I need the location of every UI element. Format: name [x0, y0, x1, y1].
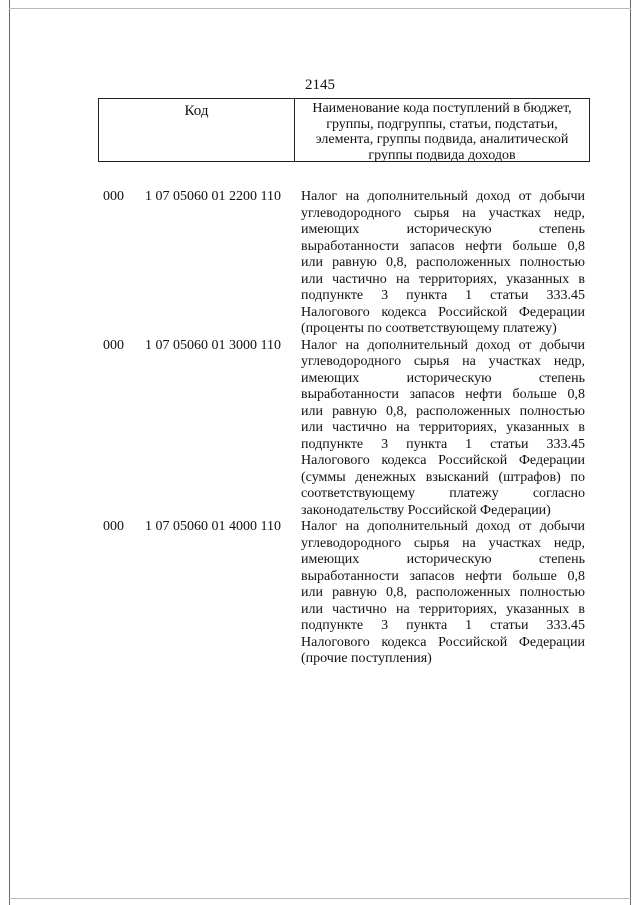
revenue-code: 1 07 05060 01 2200 110 [145, 189, 281, 204]
description-line: или частично на территориях, указанных в [301, 420, 585, 435]
description-line: соответствующему платежу согласно [301, 486, 585, 501]
scan-edge-top [9, 8, 631, 9]
revenue-code: 1 07 05060 01 4000 110 [145, 519, 281, 534]
admin-code: 000 [103, 189, 124, 204]
description-line: подпункте 3 пункта 1 статьи 333.45 [301, 618, 585, 633]
header-name-line: Наименование кода поступлений в бюджет, [312, 101, 572, 116]
description-line: или частично на территориях, указанных в [301, 271, 585, 287]
description-line: законодательству Российской Федерации) [301, 502, 551, 518]
revenue-description [301, 519, 585, 668]
description-line: или частично на территориях, указанных в [301, 601, 585, 617]
table-header [98, 98, 590, 162]
table-body [0, 189, 640, 668]
description-line: Налог на дополнительный доход от добычи [301, 519, 585, 534]
table-row [0, 519, 640, 668]
description-line: Налогового кодекса Российской Федерации [301, 304, 585, 320]
description-line: имеющих историческую степень [301, 222, 585, 237]
description-line: подпункте 3 пункта 1 статьи 333.45 [301, 436, 585, 452]
description-line: имеющих историческую степень [301, 552, 585, 567]
header-name-line: элемента, группы подвида, аналитической [315, 132, 569, 147]
scan-edge-bottom [9, 898, 631, 899]
description-line: (прочие поступления) [301, 651, 432, 666]
table-row [0, 338, 640, 520]
description-line: углеводородного сырья на участках недр, [301, 205, 585, 221]
description-line: углеводородного сырья на участках недр, [301, 535, 585, 551]
description-line: Налогового кодекса Российской Федерации [301, 634, 585, 650]
table-row [0, 189, 640, 338]
description-line: или равную 0,8, расположенных полностью [301, 403, 585, 419]
header-name-line: группы, подгруппы, статьи, подстатьи, [326, 116, 558, 132]
admin-code: 000 [103, 519, 124, 534]
page-number: 2145 [305, 77, 335, 93]
description-line: (суммы денежных взысканий (штрафов) по [301, 469, 585, 485]
description-line: или равную 0,8, расположенных полностью [301, 255, 585, 270]
description-line: углеводородного сырья на участках недр, [301, 354, 585, 369]
description-line: или равную 0,8, расположенных полностью [301, 585, 585, 600]
revenue-code: 1 07 05060 01 3000 110 [145, 337, 281, 353]
description-line: выработанности запасов нефти больше 0,8 [301, 387, 585, 402]
description-line: (проценты по соответствующему платежу) [301, 321, 557, 336]
description-line: имеющих историческую степень [301, 370, 585, 386]
revenue-description [301, 338, 585, 520]
description-line: Налог на дополнительный доход от добычи [301, 189, 585, 204]
description-line: выработанности запасов нефти больше 0,8 [301, 238, 585, 254]
description-line: Налогового кодекса Российской Федерации [301, 453, 585, 468]
description-line: Налог на дополнительный доход от добычи [301, 337, 585, 353]
header-name-line: группы подвида доходов [368, 147, 516, 163]
description-line: выработанности запасов нефти больше 0,8 [301, 568, 585, 584]
header-name-cell [295, 99, 589, 161]
description-line: подпункте 3 пункта 1 статьи 333.45 [301, 288, 585, 303]
header-code-cell: Код [99, 99, 295, 161]
revenue-description [301, 189, 585, 338]
admin-code: 000 [103, 337, 124, 353]
